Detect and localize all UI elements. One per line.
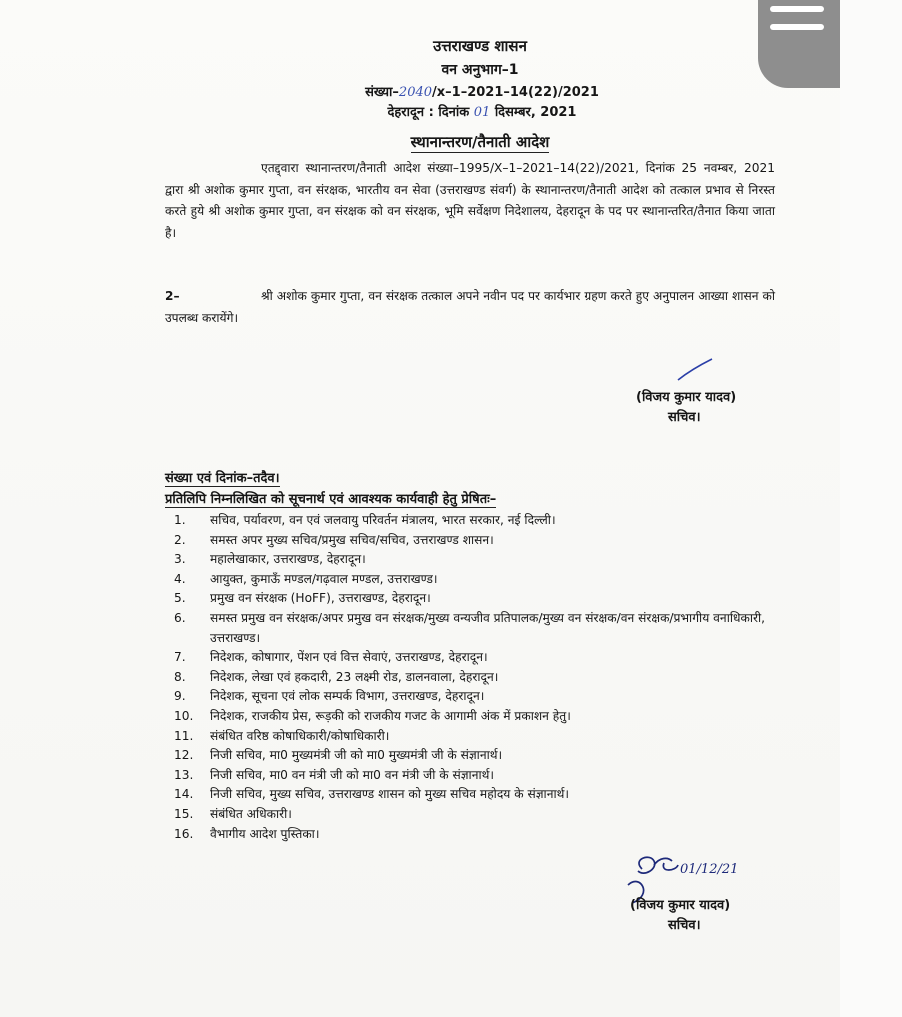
list-item [168,668,808,688]
list-item [168,785,808,805]
list-item-number: 11. [174,728,194,743]
list-item-text: समस्त अपर मुख्य सचिव/प्रमुख सचिव/सचिव, उत्तराखण्ड शासन। [210,532,494,547]
list-item-text: संबंधित अधिकारी। [210,806,292,821]
signatory-name-2: (विजय कुमार यादव) [630,898,731,913]
copy-recipients-list [168,511,808,844]
list-item [168,648,808,668]
list-item-number: 12. [174,748,194,763]
list-item [168,531,808,551]
list-item-number: 1. [174,513,186,527]
list-item-text: निदेशक, लेखा एवं हकदारी, 23 लक्ष्मी रोड, डालनवाला, देहरादून। [210,669,499,684]
list-item-text: निजी सचिव, मुख्य सचिव, उत्तराखण्ड शासन को मुख्य सचिव महोदय के संज्ञानार्थ। [210,787,570,802]
list-item-number: 7. [174,650,186,665]
list-item-text: महालेखाकार, उत्तराखण्ड, देहरादून। [210,552,366,567]
list-item-number: 10. [174,708,194,723]
order-date-prefix: देहरादून : दिनांक [387,105,470,120]
list-item [168,766,808,786]
signatory-designation-1: सचिव। [668,410,701,425]
list-item-text: निदेशक, कोषागार, पेंशन एवं वित्त सेवाएं, उत्तराखण्ड, देहरादून। [210,650,488,665]
list-item-text: निदेशक, सूचना एवं लोक सम्पर्क विभाग, उत्तराखण्ड, देहरादून। [210,689,485,704]
signature-stroke-1 [676,357,714,383]
list-item [168,511,808,531]
list-item-number: 3. [174,552,186,567]
list-item [168,825,808,845]
list-item [168,570,808,590]
order-number-prefix: संख्या– [365,85,399,100]
list-item-number: 2. [174,532,186,547]
list-item-number: 6. [174,610,186,625]
list-item [168,550,808,570]
order-title-text: स्थानान्तरण/तैनाती आदेश [410,133,550,151]
list-item-number: 13. [174,767,194,782]
paragraph-1-text: एतद्द्वारा स्थानान्तरण/तैनाती आदेश संख्या–1995/X–1–2021–14(22)/2021, दिनांक 25 नवम्बर, 2021 द्वारा श्री अशोक कुमार गुप्ता, वन संरक्षक, भारतीय वन सेवा (उत्तराखण्ड संवर्ग) के स्थानान्तरण/तैनाती आदेश को तत्काल प्रभाव से निरस्त करते हुये श्री अशोक कुमार गुप्ता, वन संरक्षक को वन संरक्षक, भूमि सर्वेक्षण निदेशालय, देहरादून के पद पर स्थानान्तरित/तैनात किया जाता है। [165,161,775,240]
list-item-text: आयुक्त, कुमाऊँ मण्डल/गढ़वाल मण्डल, उत्तराखण्ड। [210,571,438,586]
order-date-handwritten: 01 [473,105,491,120]
list-item-number: 15. [174,806,194,821]
list-item-text: निजी सचिव, मा0 वन मंत्री जी को मा0 वन मंत्री जी के संज्ञानार्थ। [210,767,495,782]
order-date [62,102,902,120]
order-title [60,132,900,152]
order-number-handwritten: 2040 [398,85,433,100]
copy-reference-text: संख्या एवं दिनांक–तदैव। [165,471,280,486]
order-date-suffix: दिसम्बर, 2021 [494,105,577,120]
list-item-text: प्रमुख वन संरक्षक (HoFF), उत्तराखण्ड, देहरादून। [210,591,431,606]
paragraph-2-text: श्री अशोक कुमार गुप्ता, वन संरक्षक तत्काल अपने नवीन पद पर कार्यभार ग्रहण करते हुए अनुपालन आख्या शासन को उपलब्ध करायेंगे। [165,289,775,325]
paragraph-1 [165,158,775,244]
list-item-text: समस्त प्रमुख वन संरक्षक/अपर प्रमुख वन संरक्षक/मुख्य वन्यजीव प्रतिपालक/मुख्य वन संरक्षक/वन संरक्षक/प्रभागीय वनाधिकारी, उत्तराखण्ड। [210,610,766,645]
list-item-number: 9. [174,689,186,704]
list-item-number: 5. [174,591,186,606]
list-item [168,746,808,766]
list-item [168,707,808,727]
handwritten-date-2: 01/12/21 [680,862,739,877]
list-item [168,609,808,648]
hamburger-menu-icon [770,6,824,12]
copy-reference [165,468,280,486]
list-item-number: 8. [174,669,186,684]
list-item-text: निदेशक, राजकीय प्रेस, रूड़की को राजकीय गजट के आगामी अंक में प्रकाशन हेतु। [210,708,571,723]
signatory-designation-2: सचिव। [668,918,701,933]
list-item-number: 16. [174,826,194,841]
list-item-number: 4. [174,571,186,586]
copy-heading [165,489,496,507]
order-number [62,82,902,100]
list-item [168,805,808,825]
list-item [168,589,808,609]
list-item [168,687,808,707]
signatory-name-1: (विजय कुमार यादव) [636,390,737,405]
list-item-number: 14. [174,787,194,802]
list-item-text: संबंधित वरिष्ठ कोषाधिकारी/कोषाधिकारी। [210,728,390,743]
department-heading: वन अनुभाग–1 [441,62,519,78]
order-number-suffix: /x–1–2021–14(22)/2021 [432,85,599,100]
list-item-text: निजी सचिव, मा0 मुख्यमंत्री जी को मा0 मुख्यमंत्री जी के संज्ञानार्थ। [210,748,503,763]
paragraph-2 [165,286,775,329]
list-item [168,727,808,747]
list-item-text: सचिव, पर्यावरण, वन एवं जलवायु परिवर्तन मंत्रालय, भारत सरकार, नई दिल्ली। [210,513,556,527]
government-heading: उत्तराखण्ड शासन [433,37,527,55]
hamburger-menu-icon-bar [770,24,824,30]
list-item-text: वैभागीय आदेश पुस्तिका। [210,826,320,841]
copy-heading-text: प्रतिलिपि निम्नलिखित को सूचनार्थ एवं आवश्यक कार्यवाही हेतु प्रेषितः– [165,492,497,507]
paragraph-2-number: 2– [165,289,180,303]
